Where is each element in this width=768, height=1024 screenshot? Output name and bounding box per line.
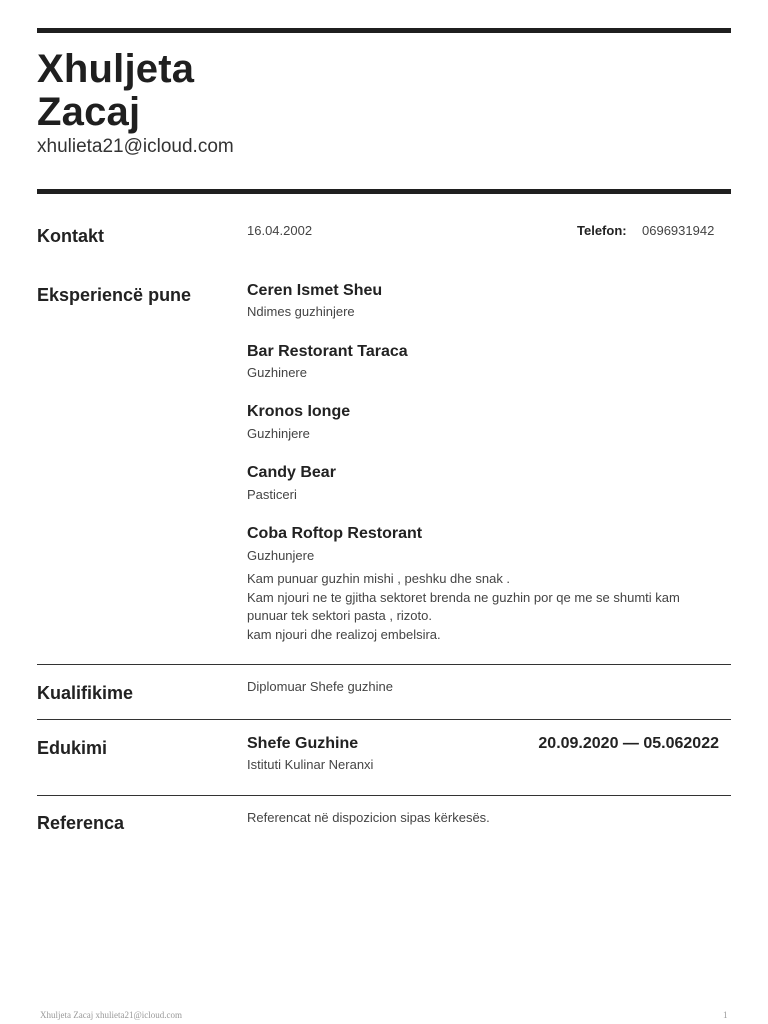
section-divider xyxy=(37,795,731,796)
section-title-qualifications: Kualifikime xyxy=(37,683,134,703)
education-degree: Shefe Guzhine xyxy=(247,735,359,752)
phone-number: 0696931942 xyxy=(642,223,715,238)
education-school: Istituti Kulinar Neranxi xyxy=(247,757,374,772)
section-title-contact: Kontakt xyxy=(37,226,104,246)
job-employer: Candy Bear xyxy=(247,464,336,481)
page-number: 1 xyxy=(723,1010,728,1020)
section-title-references: Referenca xyxy=(37,813,125,833)
job-role: Pasticeri xyxy=(247,487,297,502)
last-name: Zacaj xyxy=(37,90,141,134)
job-employer: Kronos Ionge xyxy=(247,403,351,420)
job-employer: Coba Roftop Restorant xyxy=(247,525,423,542)
section-divider xyxy=(37,664,731,665)
description-line: punuar tek sektori pasta , rizoto. xyxy=(247,608,432,624)
qualification-text: Diplomuar Shefe guzhine xyxy=(247,679,393,694)
first-name: Xhuljeta xyxy=(37,47,195,91)
header-bottom-rule xyxy=(37,189,731,194)
job-employer: Ceren Ismet Sheu xyxy=(247,282,383,299)
section-title-education: Edukimi xyxy=(37,738,108,758)
footer-identity: Xhuljeta Zacaj xhulieta21@icloud.com xyxy=(40,1010,182,1020)
description-line: kam njouri dhe realizoj embelsira. xyxy=(247,627,441,643)
email-address: xhulieta21@icloud.com xyxy=(37,136,234,157)
references-text: Referencat në dispozicion sipas kërkesës. xyxy=(247,810,490,825)
description-line: Kam punuar guzhin mishi , peshku dhe snak . xyxy=(247,571,511,586)
birth-date: 16.04.2002 xyxy=(247,223,313,238)
job-employer: Bar Restorant Taraca xyxy=(247,343,408,360)
phone-label: Telefon: xyxy=(577,223,627,238)
job-role: Guzhunjere xyxy=(247,548,315,563)
education-dates: 20.09.2020 — 05.062022 xyxy=(538,735,719,752)
job-description xyxy=(247,570,717,645)
job-role: Guzhinere xyxy=(247,365,307,380)
header-top-rule xyxy=(37,28,731,33)
section-title-experience: Eksperiencë pune xyxy=(37,285,192,305)
section-divider xyxy=(37,719,731,720)
description-line: Kam njouri ne te gjitha sektoret brenda ne guzhin por qe me se shumti kam xyxy=(247,589,680,605)
job-role: Ndimes guzhinjere xyxy=(247,304,355,319)
job-role: Guzhinjere xyxy=(247,426,310,441)
